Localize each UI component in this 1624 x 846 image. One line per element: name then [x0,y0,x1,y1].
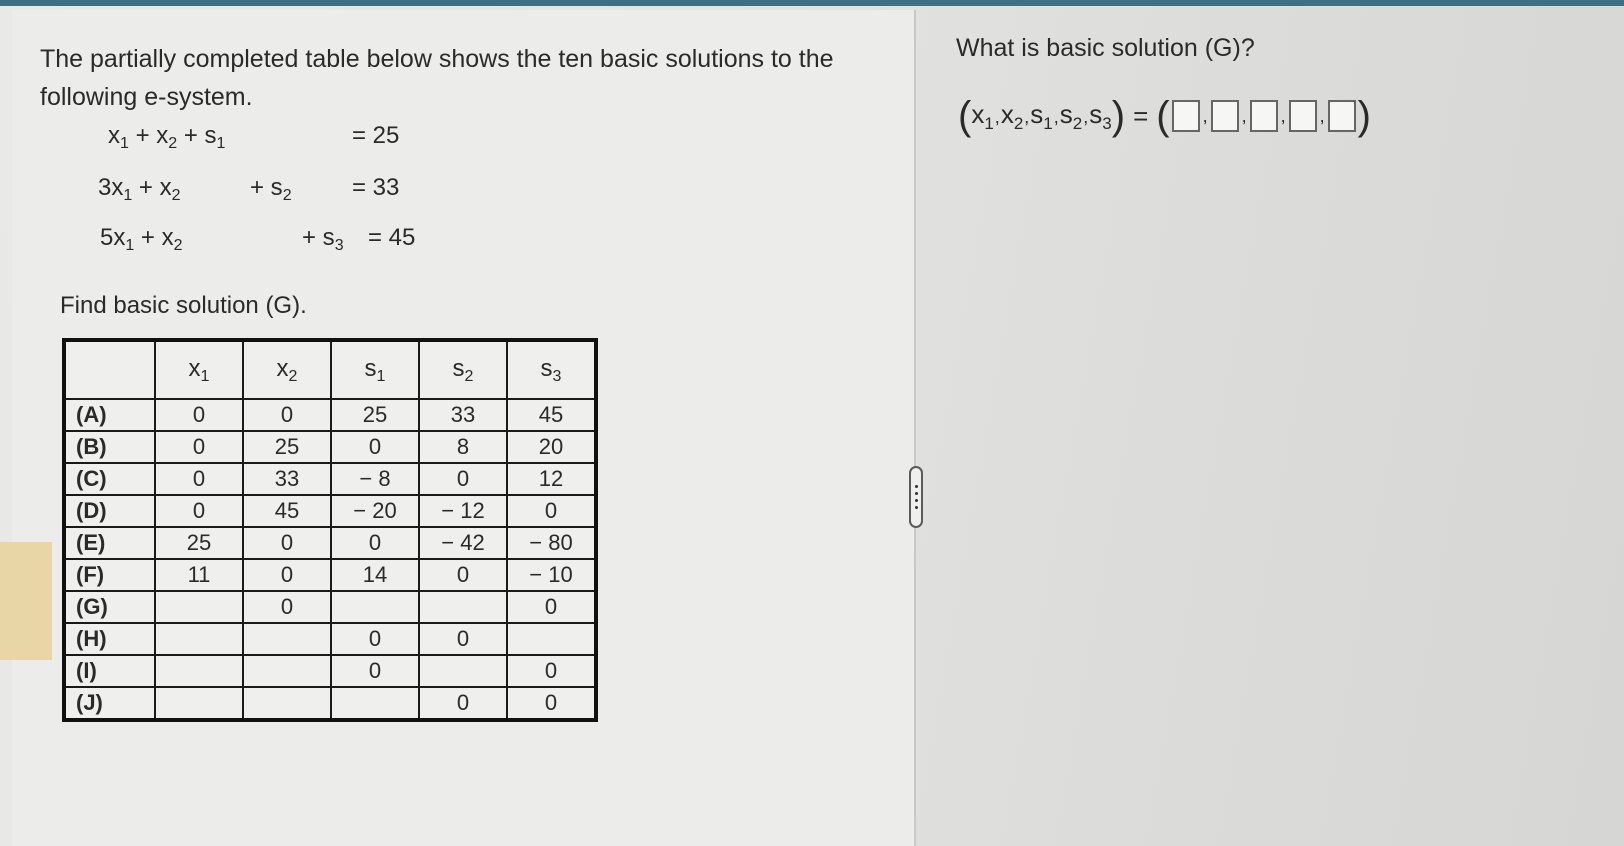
table-cell: 0 [507,495,596,527]
answer-input-box[interactable] [1250,100,1278,132]
row-label: (H) [64,623,155,655]
table-cell: 45 [507,399,596,431]
table-cell: − 8 [331,463,419,495]
left-edge-accent [0,542,52,660]
row-label: (E) [64,527,155,559]
table-cell: 20 [507,431,596,463]
table-cell [419,591,507,623]
row-label: (F) [64,559,155,591]
table-cell: 25 [155,527,243,559]
table-cell [331,591,419,623]
variable-x1: $x_1$ [971,98,994,133]
answer-box-list [1170,100,1358,132]
basic-solutions-table [62,338,598,722]
header-s3: $s_3$ [507,340,596,399]
table-cell: 0 [419,623,507,655]
separator: , [1319,105,1325,126]
table-cell [331,687,419,720]
table-cell: 0 [507,687,596,720]
table-row [64,591,596,623]
table-cell: 0 [419,463,507,495]
separator: , [1202,105,1208,126]
top-bar [0,0,1624,6]
equation-rhs-1: = 25 [352,122,400,149]
table-row [64,559,596,591]
table-cell: 0 [155,463,243,495]
answer-close-paren: ) [1357,94,1371,138]
variable-x2: $x_2$ [1000,98,1024,133]
close-paren: ) [1111,94,1126,138]
table-cell: 14 [331,559,419,591]
answer-input-box[interactable] [1211,100,1239,132]
row-label: (C) [64,463,155,495]
answer-input-box[interactable] [1328,100,1356,132]
table-cell: 0 [331,623,419,655]
equation-row-3: $5x_1 + x_2$ [100,224,183,254]
table-header-row [64,340,596,399]
table-cell [155,655,243,687]
table-cell [155,591,243,623]
table-cell: 0 [331,431,419,463]
equation-slack-2: + $s_2$ [250,174,292,204]
equation-row-1: $x_1 + x_2 + s_1$ [108,122,226,152]
table-cell: 0 [155,495,243,527]
answer-row [958,96,1371,136]
separator: , [1241,105,1247,126]
table-cell: − 80 [507,527,596,559]
table-cell: − 42 [419,527,507,559]
table-cell: 0 [155,399,243,431]
header-s2: $s_2$ [419,340,507,399]
variable-s1: $s_1$ [1030,98,1053,133]
equals-sign: = [1133,100,1149,131]
equation-rhs-3: = 45 [368,224,416,251]
variable-s3: $s_3$ [1089,98,1112,133]
table-cell: 0 [331,527,419,559]
table-cell [507,623,596,655]
separator: , [1024,106,1030,127]
answer-input-box[interactable] [1289,100,1317,132]
open-paren: ( [958,94,972,138]
table-cell [155,687,243,720]
row-label: (J) [64,687,155,720]
table-row [64,399,596,431]
table-cell: 0 [507,591,596,623]
table-cell: − 10 [507,559,596,591]
table-cell: 0 [243,559,331,591]
answer-input-box[interactable] [1172,100,1200,132]
table-row [64,687,596,720]
table-cell: 0 [243,591,331,623]
table-cell [243,623,331,655]
row-label: (D) [64,495,155,527]
table-row [64,463,596,495]
table-cell [419,655,507,687]
equation-rhs-2: = 33 [352,174,400,201]
header-x2: $x_2$ [243,340,331,399]
separator: , [994,106,1000,127]
answer-panel [916,10,1624,846]
intro-text: The partially completed table below shows the ten basic solutions to the following e-system. [40,45,834,111]
separator: , [1083,106,1089,127]
variable-s2: $s_2$ [1059,98,1083,133]
table-cell [243,687,331,720]
table-cell: 0 [419,559,507,591]
table-cell: − 12 [419,495,507,527]
table-row [64,527,596,559]
question-panel [12,10,916,846]
table-cell: − 20 [331,495,419,527]
table-row [64,495,596,527]
equation-row-2: $3x_1 + x_2$ [98,174,181,204]
table-row [64,655,596,687]
question-text: What is basic solution (G)? [956,34,1255,62]
table-cell: 25 [331,399,419,431]
table-cell [243,655,331,687]
answer-open-paren: ( [1156,94,1170,138]
header-s1: $s_1$ [331,340,419,399]
table-cell: 33 [419,399,507,431]
row-label: (B) [64,431,155,463]
row-label: (G) [64,591,155,623]
table-cell: 0 [331,655,419,687]
table-cell: 0 [243,527,331,559]
table-corner [64,340,155,399]
table-cell: 0 [507,655,596,687]
find-instruction: Find basic solution (G). [60,292,307,319]
table-cell: 0 [419,687,507,720]
row-label: (A) [64,399,155,431]
table-row [64,431,596,463]
table-cell: 0 [155,431,243,463]
table-cell: 11 [155,559,243,591]
table-cell [155,623,243,655]
header-x1: $x_1$ [155,340,243,399]
table-cell: 25 [243,431,331,463]
table-cell: 8 [419,431,507,463]
separator: , [1280,105,1286,126]
separator: , [1053,106,1059,127]
table-cell: 12 [507,463,596,495]
table-row [64,623,596,655]
row-label: (I) [64,655,155,687]
equation-slack-3: + $s_3$ [302,224,344,254]
table-cell: 33 [243,463,331,495]
variable-list [971,99,1111,134]
table-cell: 0 [243,399,331,431]
table-cell: 45 [243,495,331,527]
